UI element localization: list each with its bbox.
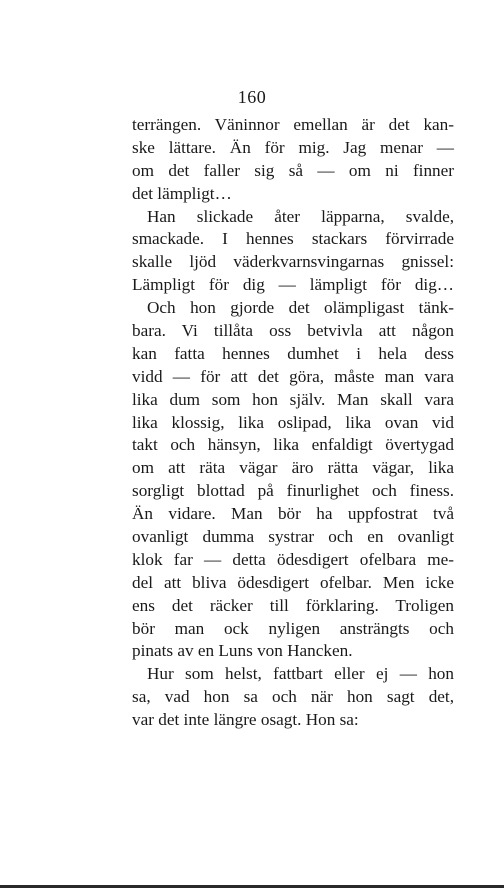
page-number: 160 [237,87,267,107]
body-text [132,114,454,732]
text-line: vidd — för att det göra, måste man vara [132,366,454,386]
text-line: sa, vad hon sa och när hon sagt det, [132,687,454,707]
text-line: Än vidare. Man bör ha uppfostrat två [132,504,454,524]
text-line: bör man ock nyligen ansträngts och [132,618,454,638]
text-line: ens det räcker till förklaring. Troligen [132,595,454,615]
text-line: Han slickade åter läpparna, svalde, [147,206,454,226]
text-line: Och hon gjorde det olämpligast tänk- [147,298,454,318]
text-line: del att bliva ödesdigert ofelbar. Men icke [132,572,454,592]
text-line: ske lättare. Än för mig. Jag menar — [132,137,454,157]
text-line: lika klossig, lika oslipad, lika ovan vid [132,412,454,432]
text-line: om det faller sig så — om ni finner [132,160,454,180]
text-line: om att räta vägar äro rätta vägar, lika [132,458,454,478]
text-line: takt och hänsyn, lika enfaldigt övertygad [132,435,454,455]
text-line: skalle ljöd väderkvarnsvingarnas gnissel: [132,252,454,272]
text-line: kan fatta hennes dumhet i hela dess [132,343,454,363]
text-line: terrängen. Väninnor emellan är det kan- [132,115,454,134]
text-line: klok far — detta ödesdigert ofelbara me- [132,549,454,569]
text-line: lika dum som hon själv. Man skall vara [132,389,454,409]
text-line: bara. Vi tillåta oss betvivla att någon [132,321,454,341]
text-line: Hur som helst, fattbart eller ej — hon [147,664,454,684]
text-line: sorgligt blottad på finurlighet och finess. [132,481,454,501]
text-line: ovanligt dumma systrar och en ovanligt [132,527,454,547]
text-line: pinats av en Luns von Hancken. [132,641,353,661]
text-line: smackade. I hennes stackars förvirrade [132,229,454,249]
text-line: Lämpligt för dig — lämpligt för dig… [132,275,454,295]
text-line: var det inte längre osagt. Hon sa: [132,710,359,730]
text-line: det lämpligt… [132,183,232,203]
page-bottom-edge [0,885,504,888]
